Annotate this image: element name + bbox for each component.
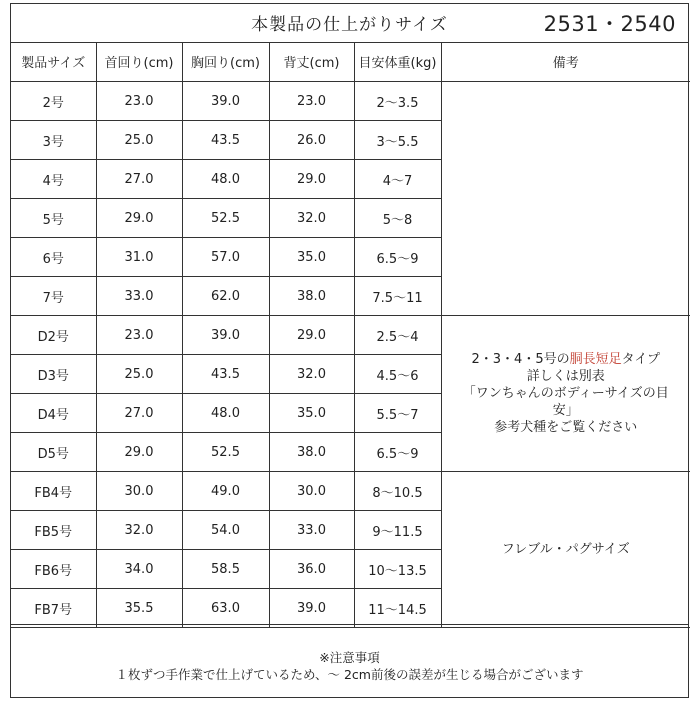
size-cell: 7号 — [11, 277, 96, 316]
table-row — [11, 472, 690, 511]
note-text: タイプ — [621, 352, 660, 367]
table-row — [11, 316, 690, 355]
weight-cell: 8～10.5 — [354, 472, 441, 511]
footer-notice — [11, 624, 688, 700]
chest-cell: 57.0 — [182, 238, 269, 277]
column-header-neck: 首回り(cm) — [96, 42, 182, 82]
back-length-cell: 29.0 — [269, 316, 354, 355]
size-cell: 4号 — [11, 160, 96, 199]
note-line: 参考犬種をご覧ください — [494, 420, 638, 435]
chest-cell: 48.0 — [182, 160, 269, 199]
weight-cell: 5～8 — [354, 199, 441, 238]
weight-cell: 9～11.5 — [354, 511, 441, 550]
note-line: 詳しくは別表 — [526, 369, 605, 384]
chest-cell: 54.0 — [182, 511, 269, 550]
size-chart — [10, 3, 689, 698]
back-length-cell: 38.0 — [269, 277, 354, 316]
column-header-chest: 胸回り(cm) — [182, 42, 269, 82]
column-header-notes: 備考 — [441, 42, 690, 82]
weight-cell: 4～7 — [354, 160, 441, 199]
size-cell: 3号 — [11, 121, 96, 160]
size-cell: FB5号 — [11, 511, 96, 550]
size-cell: D4号 — [11, 394, 96, 433]
size-cell: D2号 — [11, 316, 96, 355]
back-length-cell: 32.0 — [269, 199, 354, 238]
weight-cell: 11～14.5 — [354, 589, 441, 628]
neck-cell: 35.5 — [96, 589, 182, 628]
chest-cell: 52.5 — [182, 199, 269, 238]
size-cell: FB4号 — [11, 472, 96, 511]
notes-cell-dachshund — [441, 316, 690, 472]
back-length-cell: 39.0 — [269, 589, 354, 628]
note-text: 2・3・4・5号の — [471, 352, 570, 367]
column-header-back-length: 背丈(cm) — [269, 42, 354, 82]
back-length-cell: 38.0 — [269, 433, 354, 472]
note-line — [442, 351, 691, 368]
back-length-cell: 32.0 — [269, 355, 354, 394]
neck-cell: 27.0 — [96, 394, 182, 433]
chest-cell: 58.5 — [182, 550, 269, 589]
note-highlight: 胴長短足 — [569, 352, 622, 367]
notes-cell-frenchie-pug: フレブル・パグサイズ — [441, 472, 690, 628]
back-length-cell: 26.0 — [269, 121, 354, 160]
weight-cell: 3～5.5 — [354, 121, 441, 160]
column-header-size: 製品サイズ — [11, 42, 96, 82]
weight-cell: 2～3.5 — [354, 82, 441, 121]
weight-cell: 4.5～6 — [354, 355, 441, 394]
weight-cell: 6.5～9 — [354, 433, 441, 472]
back-length-cell: 36.0 — [269, 550, 354, 589]
size-cell: D5号 — [11, 433, 96, 472]
notes-cell-standard — [441, 82, 690, 316]
neck-cell: 29.0 — [96, 199, 182, 238]
neck-cell: 32.0 — [96, 511, 182, 550]
table-row — [11, 82, 690, 121]
chart-title: 本製品の仕上がりサイズ — [251, 15, 448, 35]
back-length-cell: 35.0 — [269, 394, 354, 433]
chest-cell: 63.0 — [182, 589, 269, 628]
neck-cell: 29.0 — [96, 433, 182, 472]
weight-cell: 10～13.5 — [354, 550, 441, 589]
neck-cell: 23.0 — [96, 316, 182, 355]
size-cell: 5号 — [11, 199, 96, 238]
header-row — [11, 42, 690, 82]
title-row — [11, 4, 688, 43]
weight-cell: 7.5～11 — [354, 277, 441, 316]
back-length-cell: 29.0 — [269, 160, 354, 199]
neck-cell: 25.0 — [96, 355, 182, 394]
chest-cell: 52.5 — [182, 433, 269, 472]
neck-cell: 23.0 — [96, 82, 182, 121]
chest-cell: 39.0 — [182, 82, 269, 121]
chest-cell: 39.0 — [182, 316, 269, 355]
weight-cell: 2.5～4 — [354, 316, 441, 355]
neck-cell: 30.0 — [96, 472, 182, 511]
note-line: 「ワンちゃんのボディーサイズの目 — [462, 386, 669, 401]
size-table — [11, 42, 690, 628]
size-cell: 6号 — [11, 238, 96, 277]
product-code: 2531・2540 — [543, 12, 676, 36]
neck-cell: 33.0 — [96, 277, 182, 316]
back-length-cell: 33.0 — [269, 511, 354, 550]
back-length-cell: 35.0 — [269, 238, 354, 277]
back-length-cell: 23.0 — [269, 82, 354, 121]
neck-cell: 27.0 — [96, 160, 182, 199]
neck-cell: 31.0 — [96, 238, 182, 277]
chest-cell: 49.0 — [182, 472, 269, 511]
chest-cell: 62.0 — [182, 277, 269, 316]
weight-cell: 6.5～9 — [354, 238, 441, 277]
neck-cell: 25.0 — [96, 121, 182, 160]
notice-text: １枚ずつ手作業で仕上げているため、～ 2cm前後の誤差が生じる場合がございます — [115, 667, 584, 682]
note-line: 安」 — [552, 403, 579, 418]
weight-cell: 5.5～7 — [354, 394, 441, 433]
column-header-weight: 目安体重(kg) — [354, 42, 441, 82]
size-cell: FB7号 — [11, 589, 96, 628]
chest-cell: 43.5 — [182, 355, 269, 394]
size-cell: 2号 — [11, 82, 96, 121]
neck-cell: 34.0 — [96, 550, 182, 589]
chest-cell: 43.5 — [182, 121, 269, 160]
notice-heading: ※注意事項 — [319, 650, 380, 665]
chest-cell: 48.0 — [182, 394, 269, 433]
size-cell: D3号 — [11, 355, 96, 394]
size-cell: FB6号 — [11, 550, 96, 589]
back-length-cell: 30.0 — [269, 472, 354, 511]
